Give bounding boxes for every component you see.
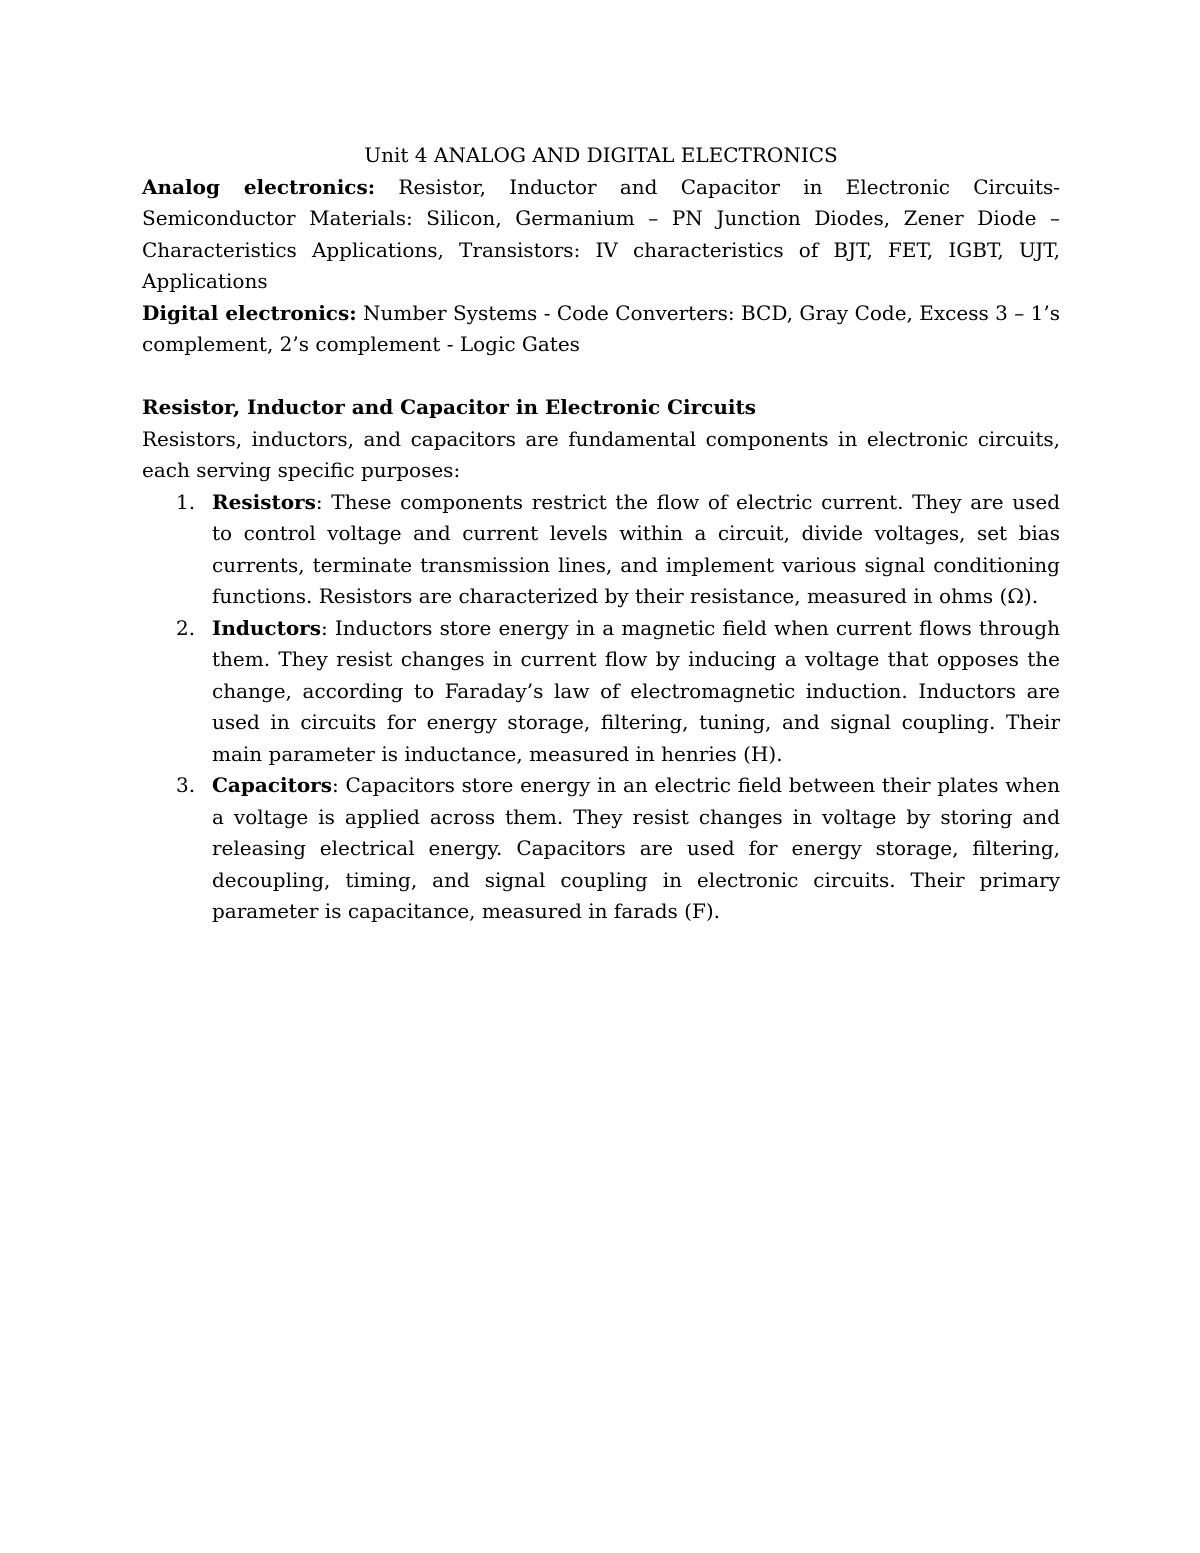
digital-label: Digital electronics:	[142, 300, 357, 325]
document-page	[142, 140, 1060, 928]
component-list	[142, 487, 1060, 928]
list-text: : Capacitors store energy in an electric field between their plates when a voltage is applied across them. They resist changes in voltage by storing and releasing electrical energy. Capacitors are used for energy storage, filtering, decoupling, timing, and signal coupling in electronic circuits. Their primary parameter is capacitance, measured in farads (F).	[212, 773, 1060, 923]
list-number: 1.	[176, 489, 196, 514]
list-text: : These components restrict the flow of electric current. They are used to control voltage and current levels within a circuit, divide voltages, set bias currents, terminate transmission lines, and implement various signal conditioning functions. Resistors are characterized by their resistance, measured in ohms (Ω).	[212, 489, 1060, 608]
section-intro: Resistors, inductors, and capacitors are fundamental components in electronic circuits, each serving specific purposes:	[142, 426, 1060, 482]
digital-text: Number Systems - Code Converters: BCD, Gray Code, Excess 3 – 1’s complement, 2’s complement - Logic Gates	[142, 300, 1060, 356]
blank-line	[142, 361, 1060, 393]
list-term: Capacitors	[212, 773, 332, 797]
list-term: Resistors	[212, 489, 316, 514]
page-title: Unit 4 ANALOG AND DIGITAL ELECTRONICS	[364, 143, 838, 167]
list-number: 2.	[176, 615, 196, 640]
list-text: : Inductors store energy in a magnetic field when current flows through them. They resist changes in current flow by inducing a voltage that opposes the change, according to Faraday’s law of electromagnetic induction. Inductors are used in circuits for energy storage, filtering, tuning, and signal coupling. Their main parameter is inductance, measured in henries (H).	[212, 615, 1060, 766]
analog-label: Analog electronics:	[142, 174, 376, 199]
analog-text: Resistor, Inductor and Capacitor in Electronic Circuits- Semiconductor Materials: Silicon, Germanium – PN Junction Diodes, Zener Diode –Characteristics Applications, Transistors: IV characteristics of BJT, FET, IGBT, UJT, Applications	[142, 174, 1060, 293]
analog-syllabus-paragraph	[142, 172, 1060, 298]
list-item-capacitors	[142, 770, 1060, 928]
section-heading: Resistor, Inductor and Capacitor in Electronic Circuits	[142, 395, 756, 419]
list-term: Inductors	[212, 615, 321, 640]
list-item-inductors	[142, 613, 1060, 771]
digital-syllabus-paragraph	[142, 298, 1060, 361]
list-item-resistors	[142, 487, 1060, 613]
list-number: 3.	[176, 773, 196, 797]
